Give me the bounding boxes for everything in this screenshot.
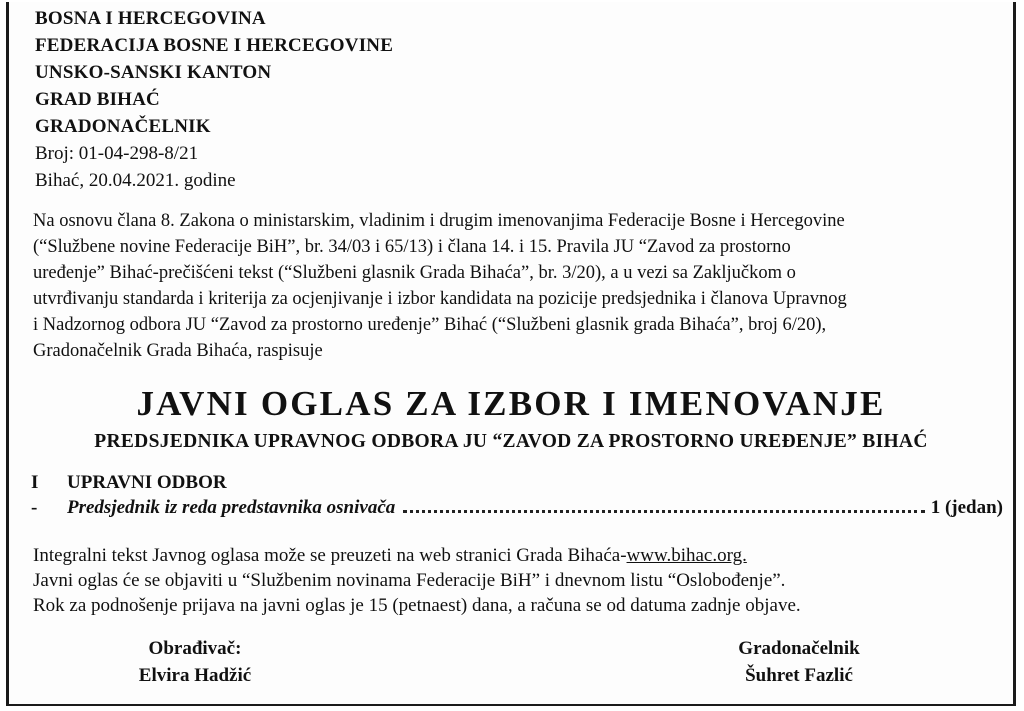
header-city: GRAD BIHAĆ [35,89,160,110]
signature-right-name: Šuhret Fazlić [745,665,853,686]
intro-line-2: (“Službene novine Federacije BiH”, br. 34/03 i 65/13) i člana 14. i 15. Pravila JU “Zavod za prostorno [33,237,791,257]
signature-left-name: Elvira Hadžić [138,665,252,686]
section-numeral: I [31,472,39,493]
position-label: Predsjednik iz reda predstavnika osnivača [67,497,396,518]
document-number: Broj: 01-04-298-8/21 [35,143,199,164]
document-date: Bihać, 20.04.2021. godine [35,170,236,191]
section-heading: UPRAVNI ODBOR [67,472,227,493]
document-page [6,2,1016,706]
header-office: GRADONAČELNIK [35,116,211,137]
dot-leader [403,509,924,513]
intro-line-5: i Nadzornog odbora JU “Zavod za prostorno uređenje” Bihać (“Službeni glasnik grada Bihaća”, broj 6/20), [33,315,827,335]
header-federation: FEDERACIJA BOSNE I HERCEGOVINE [35,35,394,56]
website-link[interactable]: www.bihac.org. [626,545,747,566]
position-row [31,497,1003,519]
position-marker: - [31,497,38,518]
intro-line-3: uređenje” Bihać-prečišćeni tekst (“Službeni glasnik Grada Bihaća”, br. 3/20), a u vezi sa Zaključkom o [33,263,796,283]
signature-left-role: Obrađivač: [148,638,242,659]
info-line-3: Rok za podnošenje prijava na javni oglas je 15 (petnaest) dana, a računa se od datuma zadnje objave. [33,595,801,616]
info-line-1 [33,544,747,568]
header-country: BOSNA I HERCEGOVINA [35,8,266,29]
intro-line-1: Na osnovu člana 8. Zakona o ministarskim, vladinim i drugim imenovanjima Federacije Bosne i Hercegovine [33,211,845,231]
announcement-title: JAVNI OGLAS ZA IZBOR I IMENOVANJE [136,384,886,423]
header-canton: UNSKO-SANSKI KANTON [35,62,272,83]
position-count: 1 (jedan) [930,497,1003,518]
info-line-2: Javni oglas će se objaviti u “Službenim novinama Federacije BiH” i dnevnom listu “Oslobođenje”. [33,570,786,591]
announcement-subtitle: PREDSJEDNIKA UPRAVNOG ODBORA JU “ZAVOD ZA PROSTORNO UREĐENJE” BIHAĆ [94,431,928,452]
info-line-1-text: Integralni tekst Javnog oglasa može se preuzeti na web stranici Grada Bihaća- [33,545,627,566]
intro-line-6: Gradonačelnik Grada Bihaća, raspisuje [33,341,323,361]
signature-right-role: Gradonačelnik [738,638,860,659]
intro-line-4: utvrđivanju standarda i kriterija za ocjenjivanje i izbor kandidata na pozicije predsjednika i članova Upravnog [33,289,847,309]
